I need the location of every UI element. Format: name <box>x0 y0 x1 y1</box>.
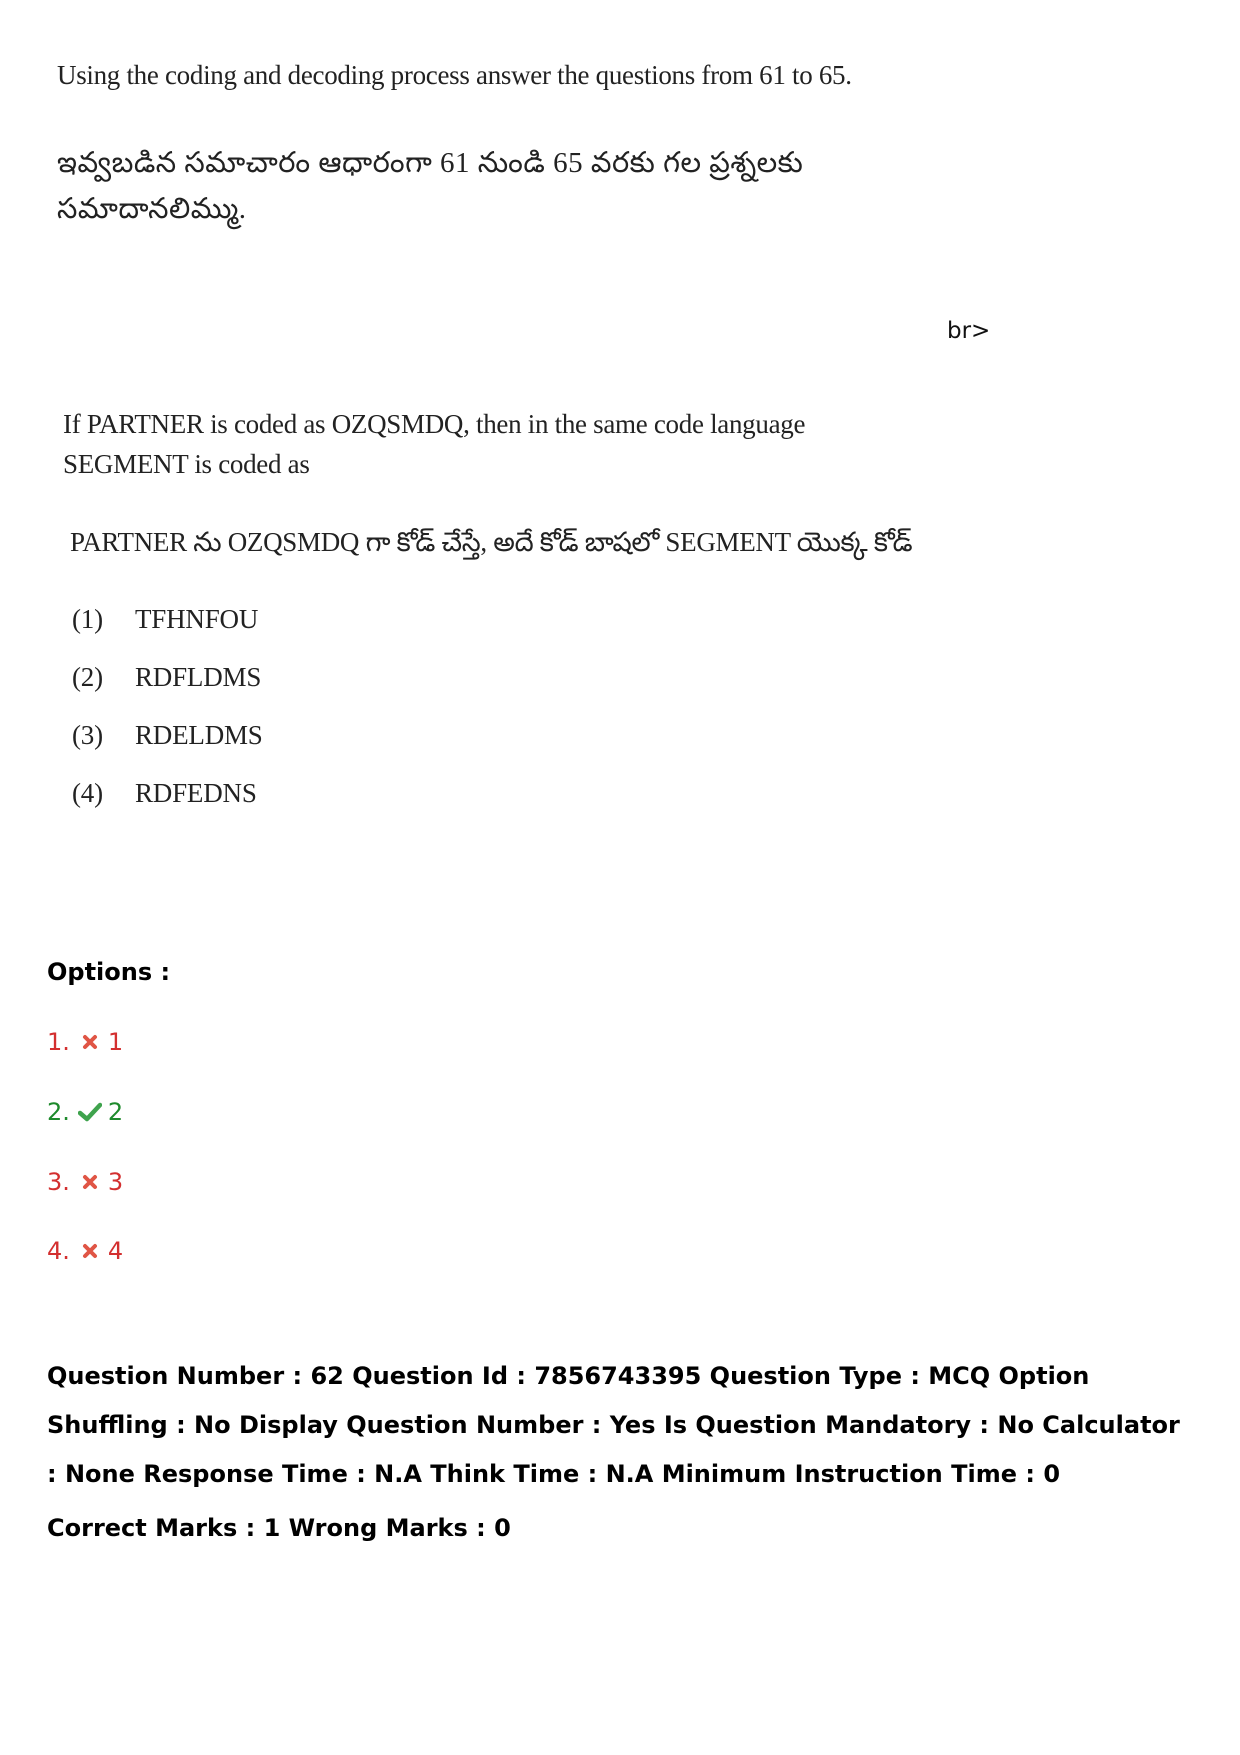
option-item <box>47 1237 123 1265</box>
choice-text: RDFLDMS <box>135 662 262 692</box>
choice-number: (2) <box>72 662 103 692</box>
choice-text: RDELDMS <box>135 720 263 750</box>
intro-telugu: ఇవ్వబడిన సమాచారం ఆధారంగా 61 నుండి 65 వరకు గల ప్రశ్నలకు సమాదానలిమ్ము. <box>57 147 804 225</box>
option-item <box>47 1168 123 1196</box>
cross-icon <box>76 1243 104 1259</box>
choice-number: (4) <box>72 778 103 808</box>
question-choice <box>72 604 258 635</box>
option-value: 2 <box>107 1098 124 1126</box>
option-index: 4. <box>47 1237 70 1265</box>
option-item <box>47 1098 123 1126</box>
option-value: 1 <box>107 1028 124 1056</box>
choice-number: (3) <box>72 720 103 750</box>
option-index: 2. <box>47 1098 70 1126</box>
intro-english: Using the coding and decoding process answer the questions from 61 to 65. <box>57 60 852 90</box>
option-value: 4 <box>107 1237 124 1265</box>
question-choice <box>72 720 263 751</box>
choice-text: RDFEDNS <box>135 778 257 808</box>
question-telugu: PARTNER ను OZQSMDQ గా కోడ్ చేస్తే, అదే కోడ్ బాషలో SEGMENT యొక్క కోడ్ <box>70 527 913 557</box>
marks-info: Correct Marks : 1 Wrong Marks : 0 <box>47 1514 511 1542</box>
cross-icon <box>76 1174 104 1190</box>
option-index: 1. <box>47 1028 70 1056</box>
cross-icon <box>76 1034 104 1050</box>
question-metadata: Question Number : 62 Question Id : 7856743395 Question Type : MCQ Option Shuffling : No Display Question Number : Yes Is Question Mandatory : No Calculator : None Response Time : N.A Think Time : N.A Minimum Instruction Time : 0 <box>47 1362 1180 1488</box>
options-heading: Options : <box>47 958 171 986</box>
option-index: 3. <box>47 1168 70 1196</box>
option-value: 3 <box>107 1168 124 1196</box>
choice-text: TFHNFOU <box>135 604 259 634</box>
choice-number: (1) <box>72 604 103 634</box>
stray-text: br> <box>947 318 991 344</box>
question-choice <box>72 662 261 693</box>
option-item <box>47 1028 123 1056</box>
question-english: If PARTNER is coded as OZQSMDQ, then in the same code language SEGMENT is coded as <box>63 409 806 479</box>
question-choice <box>72 778 257 809</box>
check-icon <box>76 1102 104 1122</box>
